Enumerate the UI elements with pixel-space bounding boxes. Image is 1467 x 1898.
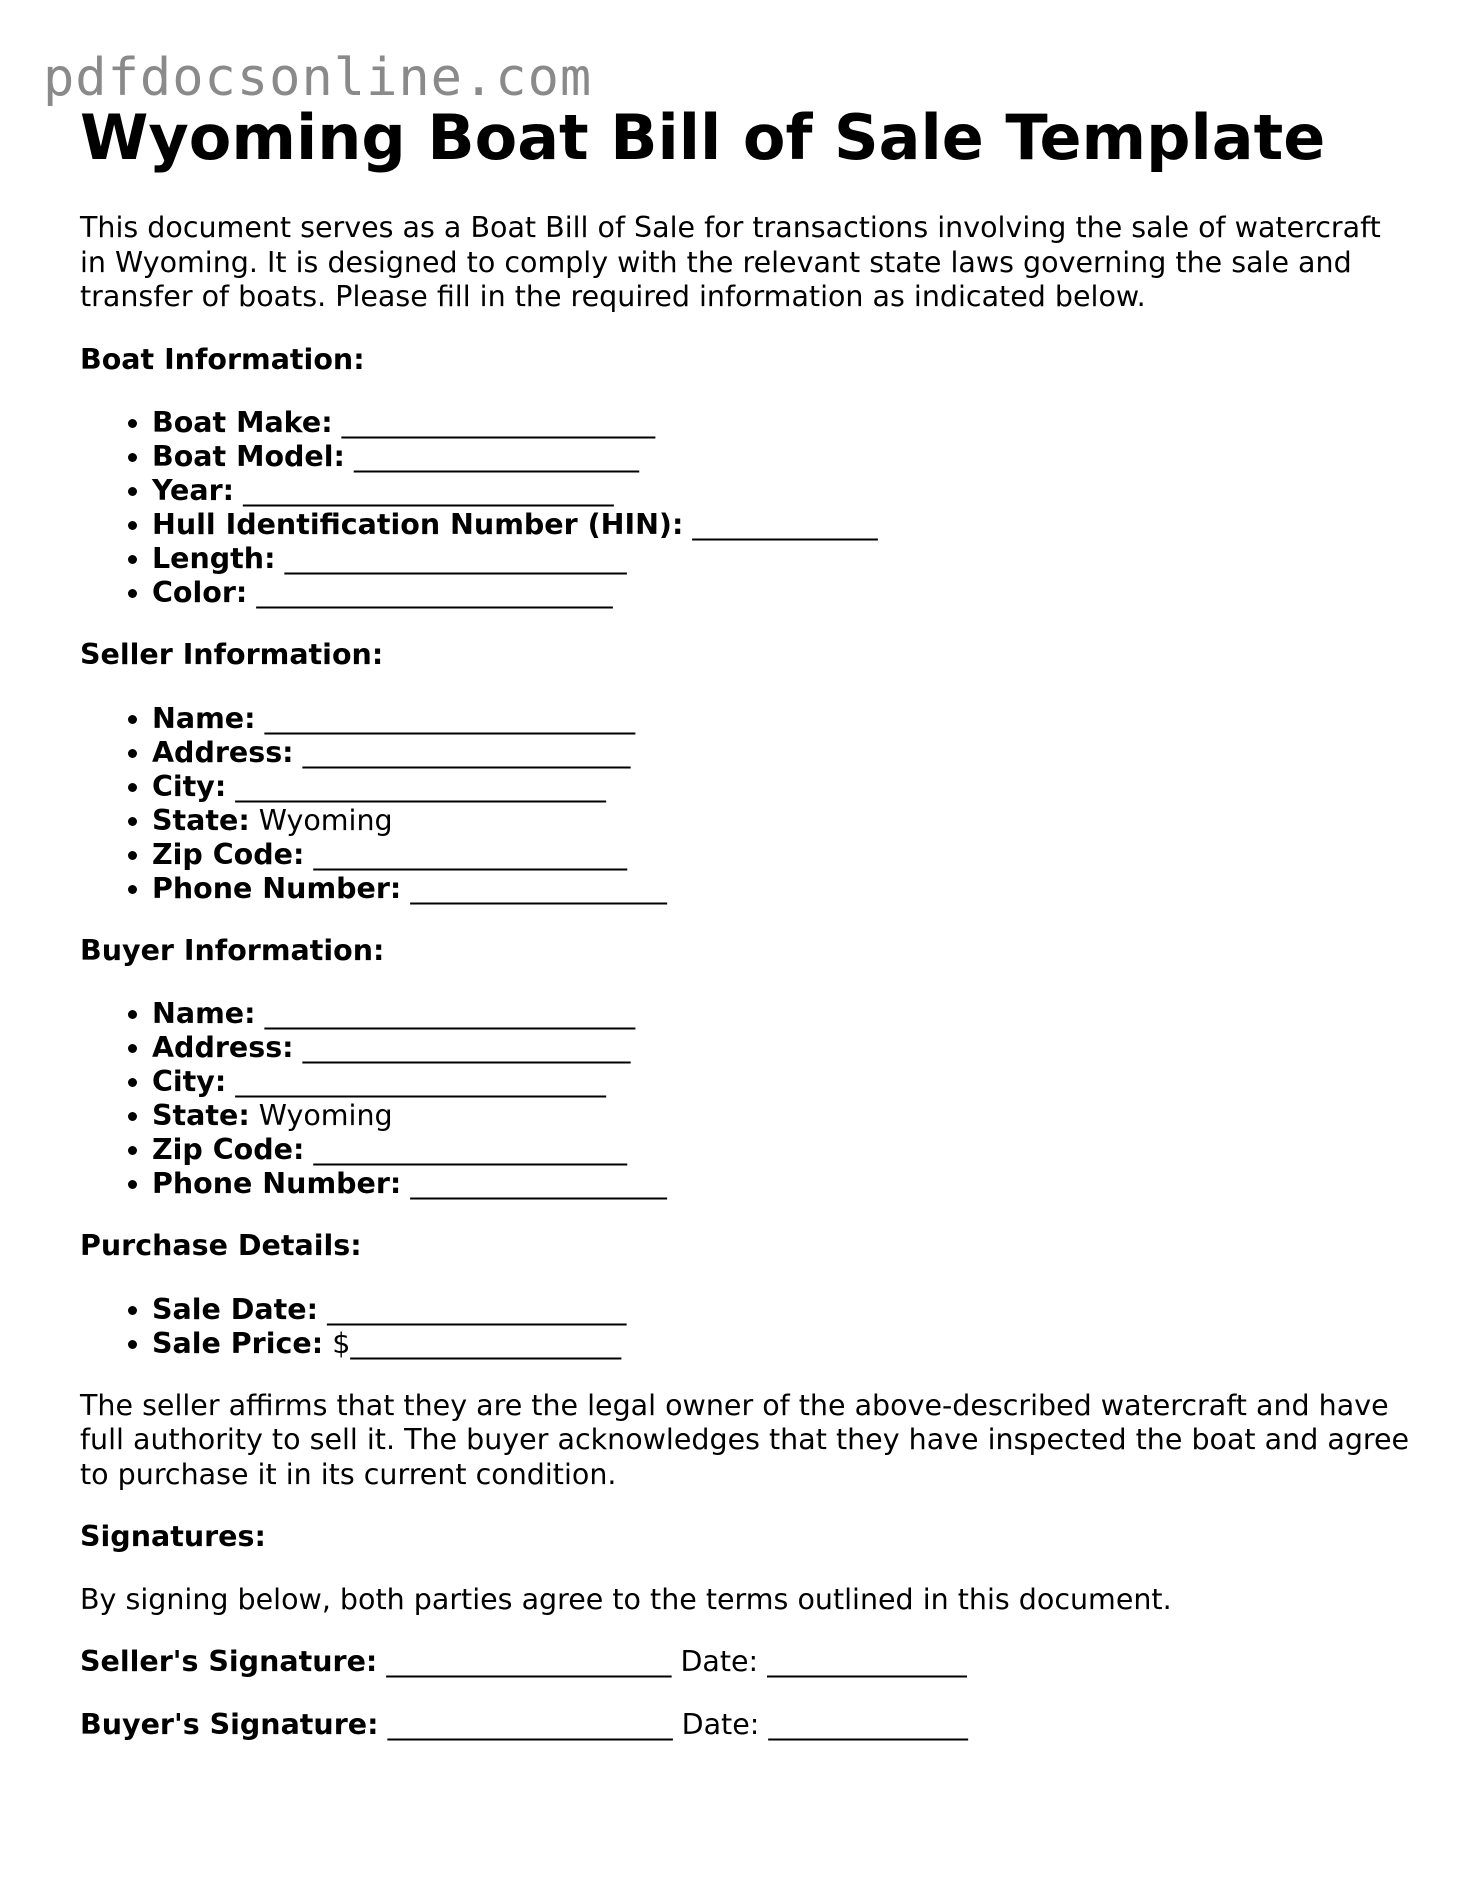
seller-name-field[interactable]: __________________________ xyxy=(264,701,636,735)
boat-model-item xyxy=(152,440,1410,474)
affirmation-paragraph: The seller affirms that they are the legal owner of the above-described watercraft and have full authority to sell it. The buyer acknowledges that they have inspected the boat and agree to purchase it in its current condition. xyxy=(80,1388,1410,1491)
buyer-state-item xyxy=(152,1099,1410,1133)
purchase-details-heading: Purchase Details: xyxy=(80,1229,362,1262)
seller-name-label: Name: xyxy=(152,701,256,735)
buyer-zip-item xyxy=(152,1133,1410,1167)
boat-year-item xyxy=(152,474,1410,508)
seller-city-item xyxy=(152,770,1410,804)
sale-price-label: Sale Price: xyxy=(152,1326,324,1360)
seller-state-item xyxy=(152,804,1410,838)
sale-price-field[interactable]: $___________________ xyxy=(332,1326,622,1360)
boat-model-field[interactable]: ____________________ xyxy=(353,440,639,473)
seller-phone-item xyxy=(152,872,1410,906)
seller-state-value: Wyoming xyxy=(258,803,393,837)
boat-model-label: Boat Model: xyxy=(152,440,345,473)
buyer-zip-field[interactable]: ______________________ xyxy=(313,1133,627,1166)
boat-color-label: Color: xyxy=(152,576,248,609)
signatures-heading: Signatures: xyxy=(80,1520,266,1553)
sale-date-label: Sale Date: xyxy=(152,1292,319,1326)
boat-info-list xyxy=(80,406,1410,610)
seller-state-label: State: xyxy=(152,803,250,837)
buyer-zip-label: Zip Code: xyxy=(152,1133,305,1166)
boat-length-label: Length: xyxy=(152,542,276,575)
buyer-signature-label: Buyer's Signature: xyxy=(80,1707,379,1741)
buyer-signature-line xyxy=(80,1708,1410,1743)
document-page xyxy=(80,98,1410,1742)
seller-date-field[interactable]: ______________ xyxy=(767,1645,967,1678)
buyer-address-label: Address: xyxy=(152,1031,294,1064)
seller-phone-field[interactable]: __________________ xyxy=(410,871,667,905)
signatures-statement: By signing below, both parties agree to the terms outlined in this document. xyxy=(80,1582,1172,1616)
boat-length-item xyxy=(152,542,1410,576)
seller-signature-field[interactable]: ____________________ xyxy=(386,1645,672,1678)
buyer-address-item xyxy=(152,1031,1410,1065)
buyer-info-heading: Buyer Information: xyxy=(80,933,385,967)
buyer-city-label: City: xyxy=(152,1065,227,1098)
buyer-info-list xyxy=(80,997,1410,1201)
boat-make-item xyxy=(152,406,1410,440)
seller-address-label: Address: xyxy=(152,735,294,769)
document-title: Wyoming Boat Bill of Sale Template xyxy=(80,101,1326,174)
seller-info-list xyxy=(80,702,1410,906)
boat-year-label: Year: xyxy=(152,474,235,507)
boat-make-label: Boat Make: xyxy=(152,406,333,439)
boat-make-field[interactable]: ______________________ xyxy=(341,406,656,439)
buyer-state-value: Wyoming xyxy=(258,1099,393,1132)
seller-signature-label: Seller's Signature: xyxy=(80,1645,378,1678)
buyer-name-field[interactable]: __________________________ xyxy=(264,997,636,1030)
buyer-city-item xyxy=(152,1065,1410,1099)
buyer-phone-label: Phone Number: xyxy=(152,1167,402,1200)
buyer-city-field[interactable]: __________________________ xyxy=(235,1065,606,1098)
buyer-phone-field[interactable]: __________________ xyxy=(410,1167,667,1200)
buyer-name-item xyxy=(152,997,1410,1031)
seller-zip-field[interactable]: ______________________ xyxy=(313,837,627,871)
intro-paragraph: This document serves as a Boat Bill of Sale for transactions involving the sale of watercraft in Wyoming. It is designed to comply with the relevant state laws governing the sale and transfer of boats. Please fill in the required information as indicated below. xyxy=(80,211,1381,313)
boat-info-heading: Boat Information: xyxy=(80,342,365,376)
boat-color-item xyxy=(152,576,1410,610)
seller-name-item xyxy=(152,702,1410,736)
seller-info-heading: Seller Information: xyxy=(80,638,384,671)
boat-color-field[interactable]: _________________________ xyxy=(256,576,613,609)
seller-address-field[interactable]: _______________________ xyxy=(302,735,631,769)
watermark-text: pdfdocsonline.com xyxy=(43,48,593,108)
seller-address-item xyxy=(152,736,1410,770)
boat-hin-label: Hull Identification Number (HIN): xyxy=(152,508,684,541)
purchase-details-list xyxy=(80,1293,1410,1361)
buyer-address-field[interactable]: _______________________ xyxy=(302,1031,631,1064)
buyer-phone-item xyxy=(152,1167,1410,1201)
buyer-name-label: Name: xyxy=(152,997,256,1030)
buyer-signature-field[interactable]: ____________________ xyxy=(387,1707,673,1741)
seller-zip-label: Zip Code: xyxy=(152,837,305,871)
buyer-date-field[interactable]: ______________ xyxy=(768,1707,968,1741)
seller-signature-line xyxy=(80,1645,1410,1680)
seller-zip-item xyxy=(152,838,1410,872)
boat-hin-item xyxy=(152,508,1410,542)
seller-city-label: City: xyxy=(152,769,227,803)
sale-date-field[interactable]: _____________________ xyxy=(327,1292,627,1326)
sale-date-item xyxy=(152,1293,1410,1327)
seller-phone-label: Phone Number: xyxy=(152,871,402,905)
sale-price-item xyxy=(152,1327,1410,1361)
seller-city-field[interactable]: __________________________ xyxy=(235,769,606,803)
seller-date-label: Date: xyxy=(680,1645,759,1678)
boat-hin-field[interactable]: _____________ xyxy=(692,508,878,541)
boat-year-field[interactable]: __________________________ xyxy=(243,474,614,507)
buyer-state-label: State: xyxy=(152,1099,250,1132)
buyer-date-label: Date: xyxy=(681,1707,760,1741)
boat-length-field[interactable]: ________________________ xyxy=(284,542,627,575)
